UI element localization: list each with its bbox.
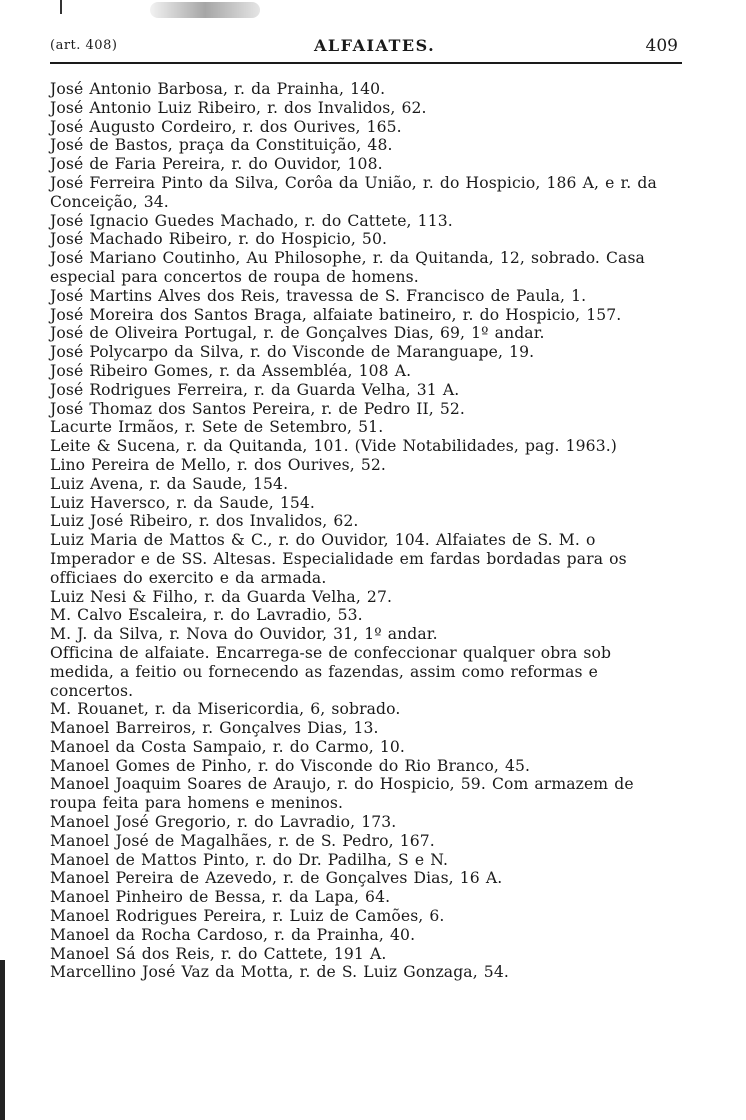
entry-line: José de Bastos, praça da Constituição, 48.: [50, 136, 393, 155]
directory-entry: [50, 719, 732, 738]
directory-entry: [50, 907, 732, 926]
directory-entry: [50, 606, 732, 625]
directory-entry: [50, 174, 732, 212]
directory-entry: [50, 362, 732, 381]
entry-line: Manoel da Rocha Cardoso, r. da Prainha, 40.: [50, 925, 416, 944]
directory-entry: [50, 324, 732, 343]
directory-entry: [50, 306, 732, 325]
page-number: 409: [645, 36, 678, 56]
directory-entry: [50, 813, 732, 832]
directory-entry: [50, 212, 732, 231]
entry-line: José Ignacio Guedes Machado, r. do Cattete, 113.: [50, 211, 453, 230]
directory-entry: [50, 832, 732, 851]
entry-continuation: roupa feita para homens e meninos.: [50, 794, 344, 813]
entry-line: Manoel José de Magalhães, r. de S. Pedro, 167.: [50, 831, 435, 850]
entry-line: Manoel da Costa Sampaio, r. do Carmo, 10.: [50, 737, 405, 756]
entry-line: José Antonio Luiz Ribeiro, r. dos Invalidos, 62.: [50, 98, 427, 117]
directory-entry: [50, 118, 732, 137]
directory-entry: [50, 851, 732, 870]
entry-line: Manoel Gomes de Pinho, r. do Visconde do Rio Branco, 45.: [50, 756, 531, 775]
entry-line: Luiz Haversco, r. da Saude, 154.: [50, 493, 315, 512]
entry-continuation: especial para concertos de roupa de homens.: [50, 267, 419, 286]
entry-line: José Moreira dos Santos Braga, alfaiate batineiro, r. do Hospicio, 157.: [50, 305, 622, 324]
entry-line: José Ferreira Pinto da Silva, Corôa da União, r. do Hospicio, 186 A, e r. da: [50, 173, 657, 192]
directory-entry: [50, 888, 732, 907]
directory-entry: [50, 945, 732, 964]
directory-entry: [50, 494, 732, 513]
entry-line: José Martins Alves dos Reis, travessa de S. Francisco de Paula, 1.: [50, 286, 587, 305]
directory-entry: [50, 287, 732, 306]
entry-line: Lacurte Irmãos, r. Sete de Setembro, 51.: [50, 418, 384, 437]
directory-entry: [50, 775, 732, 813]
directory-entry: [50, 155, 732, 174]
directory-entry: [50, 475, 732, 494]
directory-entry: [50, 757, 732, 776]
entry-line: José Mariano Coutinho, Au Philosophe, r. da Quitanda, 12, sobrado. Casa: [50, 249, 645, 268]
directory-entry: [50, 738, 732, 757]
directory-entry: [50, 249, 732, 287]
entry-line: José Polycarpo da Silva, r. do Visconde de Maranguape, 19.: [50, 343, 535, 362]
scan-smudge: [150, 2, 260, 18]
entry-continuation: officiaes do exercito e da armada.: [50, 568, 327, 587]
directory-entry: [50, 136, 732, 155]
entry-line: Luiz Avena, r. da Saude, 154.: [50, 474, 289, 493]
binding-edge: [0, 960, 5, 1120]
directory-entry: [50, 400, 732, 419]
directory-entry: [50, 963, 732, 982]
entry-line: Leite & Sucena, r. da Quitanda, 101. (Vide Notabilidades, pag. 1963.): [50, 437, 617, 456]
entry-line: Manoel Barreiros, r. Gonçalves Dias, 13.: [50, 719, 379, 738]
entry-line: Manoel Sá dos Reis, r. do Cattete, 191 A.: [50, 944, 387, 963]
entry-line: José Antonio Barbosa, r. da Prainha, 140.: [50, 80, 386, 98]
entry-line: Manoel de Mattos Pinto, r. do Dr. Padilha, S e N.: [50, 850, 449, 869]
directory-entry: [50, 625, 732, 700]
entry-line: M. Rouanet, r. da Misericordia, 6, sobrado.: [50, 700, 401, 719]
entry-line: José Machado Ribeiro, r. do Hospicio, 50.: [50, 230, 388, 249]
entry-continuation: medida, a feitio ou fornecendo as fazendas, assim como reformas e: [50, 662, 598, 681]
entry-line: José de Oliveira Portugal, r. de Gonçalves Dias, 69, 1º andar.: [50, 324, 545, 343]
entry-line: José Augusto Cordeiro, r. dos Ourives, 165.: [50, 117, 402, 136]
directory-entry: [50, 926, 732, 945]
directory-entry: [50, 588, 732, 607]
directory-entry: [50, 869, 732, 888]
entry-line: M. Calvo Escaleira, r. do Lavradio, 53.: [50, 606, 363, 625]
entry-line: M. J. da Silva, r. Nova do Ouvidor, 31, 1º andar.: [50, 625, 438, 644]
directory-list: [0, 80, 746, 982]
entry-line: Manoel Rodrigues Pereira, r. Luiz de Camões, 6.: [50, 907, 445, 926]
entry-line: Manoel Joaquim Soares de Araujo, r. do Hospicio, 59. Com armazem de: [50, 775, 634, 794]
entry-line: Luiz Nesi & Filho, r. da Guarda Velha, 27.: [50, 587, 393, 606]
directory-entry: [50, 418, 732, 437]
directory-entry: [50, 456, 732, 475]
directory-entry: [50, 343, 732, 362]
entry-line: José Ribeiro Gomes, r. da Assembléa, 108 A.: [50, 361, 412, 380]
entry-continuation: Imperador e de SS. Altesas. Especialidade em fardas bordadas para os: [50, 549, 627, 568]
directory-entry: [50, 437, 732, 456]
entry-continuation: Officina de alfaiate. Encarrega-se de confeccionar qualquer obra sob: [50, 643, 612, 662]
entry-line: José de Faria Pereira, r. do Ouvidor, 108.: [50, 155, 383, 174]
entry-line: Manoel José Gregorio, r. do Lavradio, 173.: [50, 813, 397, 832]
entry-continuation: Conceição, 34.: [50, 192, 169, 211]
header-section-ref: (art. 408): [50, 38, 118, 53]
entry-line: Luiz José Ribeiro, r. dos Invalidos, 62.: [50, 512, 359, 531]
directory-entry: [50, 99, 732, 118]
entry-line: José Rodrigues Ferreira, r. da Guarda Velha, 31 A.: [50, 380, 460, 399]
directory-entry: [50, 230, 732, 249]
directory-entry: [50, 381, 732, 400]
scan-mark: [60, 0, 62, 14]
directory-entry: [50, 700, 732, 719]
entry-line: Luiz Maria de Mattos & C., r. do Ouvidor, 104. Alfaiates de S. M. o: [50, 531, 596, 550]
directory-entry: [50, 531, 732, 587]
entry-line: Manoel Pinheiro de Bessa, r. da Lapa, 64.: [50, 888, 391, 907]
directory-entry: [50, 80, 732, 99]
entry-continuation: concertos.: [50, 681, 134, 700]
page-title: ALFAIATES.: [314, 36, 436, 55]
entry-line: Lino Pereira de Mello, r. dos Ourives, 52.: [50, 455, 386, 474]
entry-line: Marcellino José Vaz da Motta, r. de S. Luiz Gonzaga, 54.: [50, 963, 509, 982]
page-header: [50, 34, 682, 64]
directory-entry: [50, 512, 732, 531]
entry-line: Manoel Pereira de Azevedo, r. de Gonçalves Dias, 16 A.: [50, 869, 503, 888]
entry-line: José Thomaz dos Santos Pereira, r. de Pedro II, 52.: [50, 399, 465, 418]
